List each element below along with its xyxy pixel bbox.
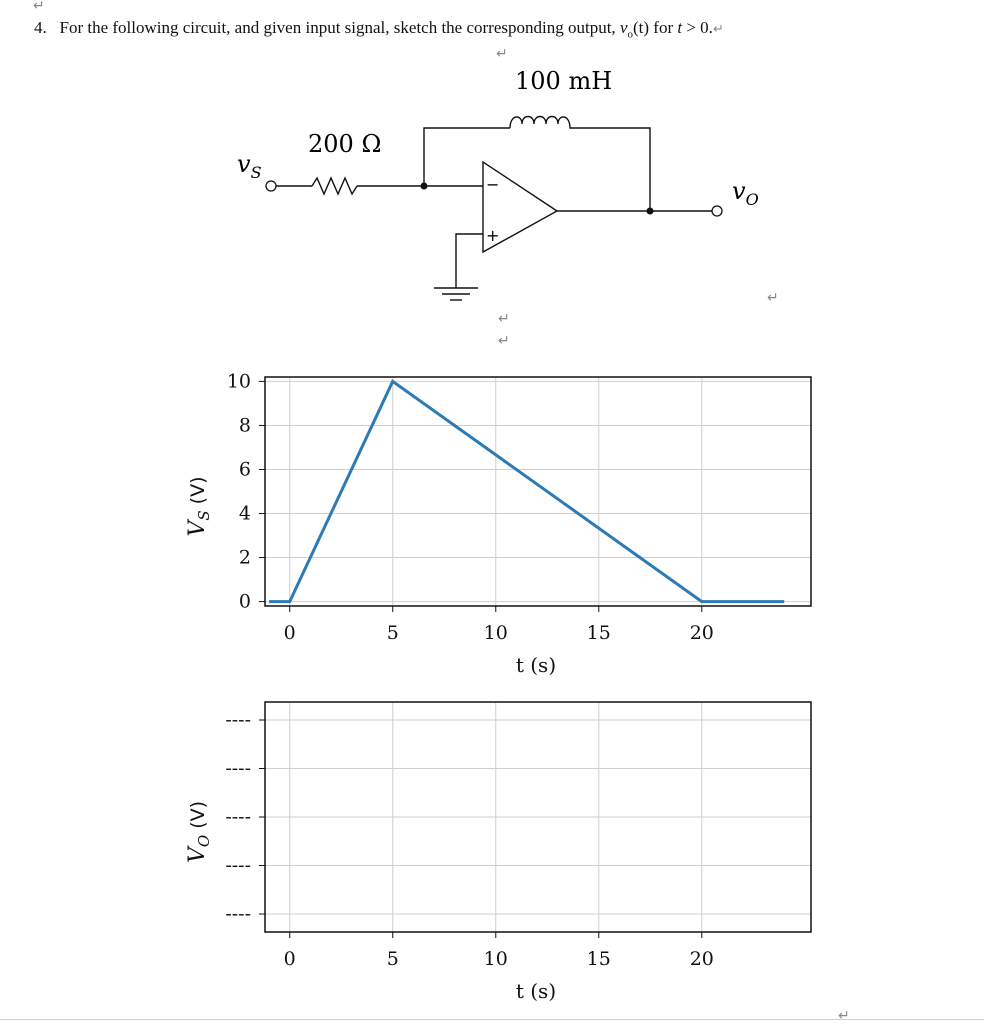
paragraph-mark: ↵ <box>767 290 779 306</box>
y-tick-label: 2 <box>238 546 251 569</box>
question-body-end: > 0. <box>682 18 713 37</box>
x-tick-label: 15 <box>586 622 611 644</box>
y-tick-label: 0 <box>238 590 251 613</box>
y-axis-label: $V_O$ (V) <box>185 800 213 864</box>
question-body: For the following circuit, and given input signal, sketch the corresponding output, <box>59 18 620 37</box>
x-tick-label: 10 <box>483 948 508 970</box>
x-tick-label: 20 <box>689 948 714 970</box>
time-variable: t <box>677 18 683 37</box>
x-tick-label: 5 <box>386 948 399 970</box>
output-variable: v <box>619 18 628 37</box>
inductor-label: 100 mH <box>515 67 613 95</box>
x-tick-label: 0 <box>283 622 296 644</box>
y-tick-label: ---- <box>225 757 251 780</box>
y-tick-label: 4 <box>238 502 251 525</box>
x-tick-label: 5 <box>386 622 399 644</box>
y-tick-label: 10 <box>226 370 251 393</box>
question-number: 4. <box>34 18 47 37</box>
x-tick-label: 10 <box>483 622 508 644</box>
input-voltage-label: $v_S$ <box>237 150 262 182</box>
y-axis-label: $V_S$ (V) <box>185 476 213 537</box>
y-tick-label: ---- <box>225 903 251 925</box>
opamp-minus-sign: − <box>486 175 500 194</box>
opamp-plus-sign: + <box>486 226 500 245</box>
paragraph-mark: ↵ <box>498 333 510 349</box>
y-tick-label: ---- <box>225 806 251 828</box>
x-axis-label: t (s) <box>515 653 557 677</box>
x-axis-label: t (s) <box>515 979 557 1003</box>
paragraph-mark: ↵ <box>498 311 510 327</box>
x-tick-label: 0 <box>283 948 296 970</box>
paragraph-mark: ↵ <box>838 1008 850 1024</box>
x-tick-label: 20 <box>689 622 714 644</box>
page-bottom-rule <box>0 1019 984 1020</box>
paragraph-mark: ↵ <box>712 22 724 37</box>
resistor-label: 200 Ω <box>308 130 382 158</box>
question-body-mid: (t) for <box>632 18 678 37</box>
y-tick-label: 8 <box>238 414 251 437</box>
paragraph-mark: ↵ <box>496 46 508 62</box>
plot-frame <box>265 377 811 606</box>
y-tick-label: ---- <box>225 854 251 877</box>
output-voltage-label: $v_O$ <box>732 177 759 209</box>
y-tick-label: ---- <box>225 709 251 731</box>
output-subscript: o <box>627 28 633 41</box>
x-tick-label: 15 <box>586 948 611 970</box>
y-tick-label: 6 <box>238 458 251 481</box>
series-line <box>269 381 784 601</box>
paragraph-mark: ↵ <box>33 0 45 14</box>
